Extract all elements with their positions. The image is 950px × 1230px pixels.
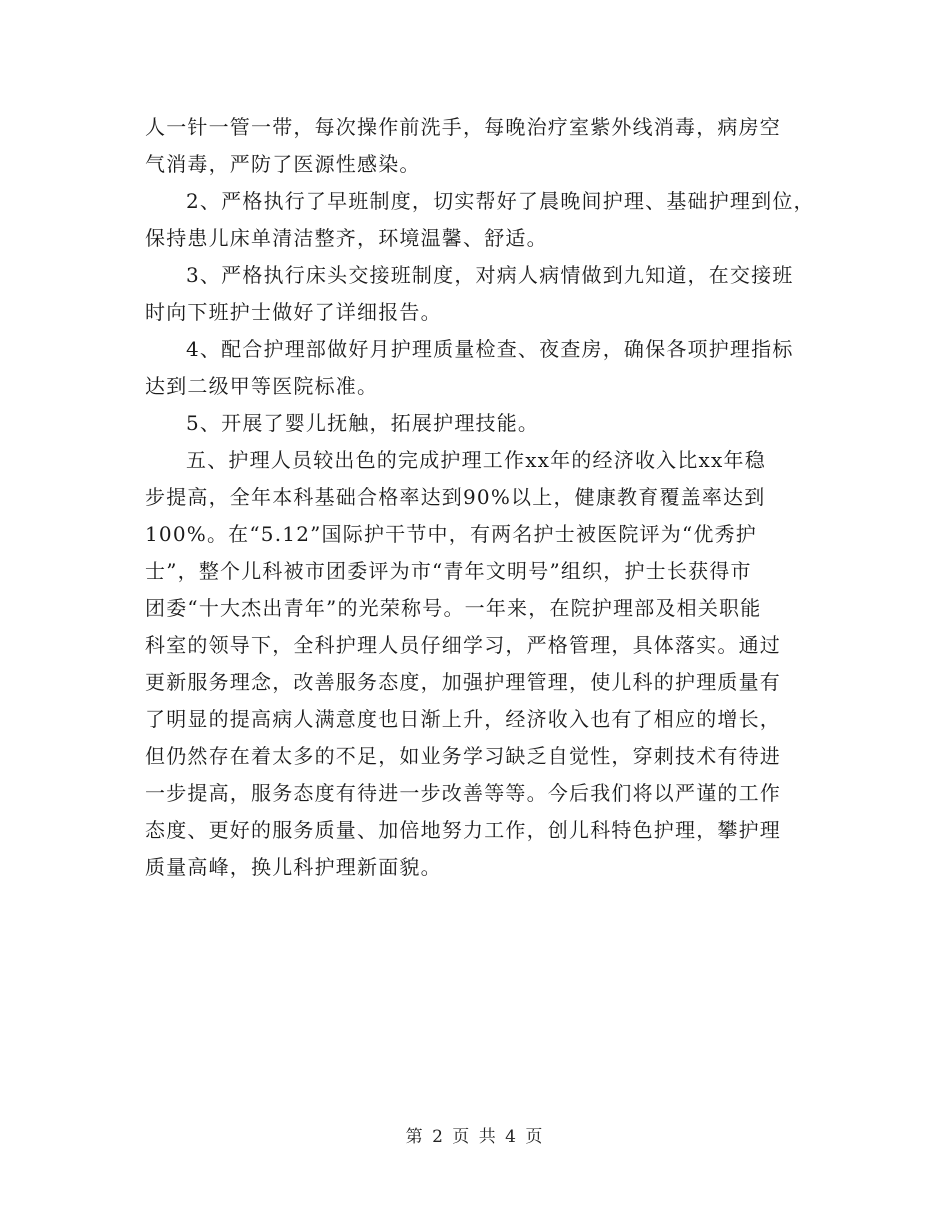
text-line: 100%。在“5.12”国际护干节中，有两名护士被医院评为“优秀护 [145,522,757,546]
text-line: 5、开展了婴儿抚触，拓展护理技能。 [186,411,540,435]
text-line: 态度、更好的服务质量、加倍地努力工作，创儿科特色护理，攀护理 [145,818,781,842]
text-line: 一步提高，服务态度有待进一步改善等等。今后我们将以严谨的工作 [145,781,781,805]
text-line: 达到二级甲等医院标准。 [145,374,379,398]
text-line: 时向下班护士做好了详细报告。 [145,300,442,324]
text-line: 3、严格执行床头交接班制度，对病人病情做到九知道，在交接班 [186,263,794,287]
text-line: 2、严格执行了早班制度，切实帮好了晨晚间护理、基础护理到位， [186,189,815,213]
text-line: 但仍然存在着太多的不足，如业务学习缺乏自觉性，穿刺技术有待进 [145,744,781,768]
text-line: 人一针一管一带，每次操作前洗手，每晚治疗室紫外线消毒，病房空 [145,115,781,139]
text-line: 五、护理人员较出色的完成护理工作xx年的经济收入比xx年稳 [186,448,766,472]
text-line: 质量高峰，换儿科护理新面貌。 [145,855,442,879]
text-line: 团委“十大杰出青年”的光荣称号。一年来，在院护理部及相关职能 [145,596,762,620]
text-line: 4、配合护理部做好月护理质量检查、夜查房，确保各项护理指标 [186,337,794,361]
text-line: 更新服务理念，改善服务态度，加强护理管理，使儿科的护理质量有 [145,670,781,694]
text-line: 气消毒，严防了医源性感染。 [145,152,421,176]
text-line: 保持患儿床单清洁整齐，环境温馨、舒适。 [145,226,548,250]
page-number-footer: 第 2 页 共 4 页 [405,1127,545,1147]
text-line: 步提高，全年本科基础合格率达到90%以上，健康教育覆盖率达到 [145,485,766,509]
text-line: 士”，整个儿科被市团委评为市“青年文明号”组织，护士长获得市 [145,559,752,583]
text-line: 科室的领导下，全科护理人员仔细学习，严格管理，具体落实。通过 [145,633,781,657]
text-line: 了明显的提高病人满意度也日渐上升，经济收入也有了相应的增长， [145,707,781,731]
